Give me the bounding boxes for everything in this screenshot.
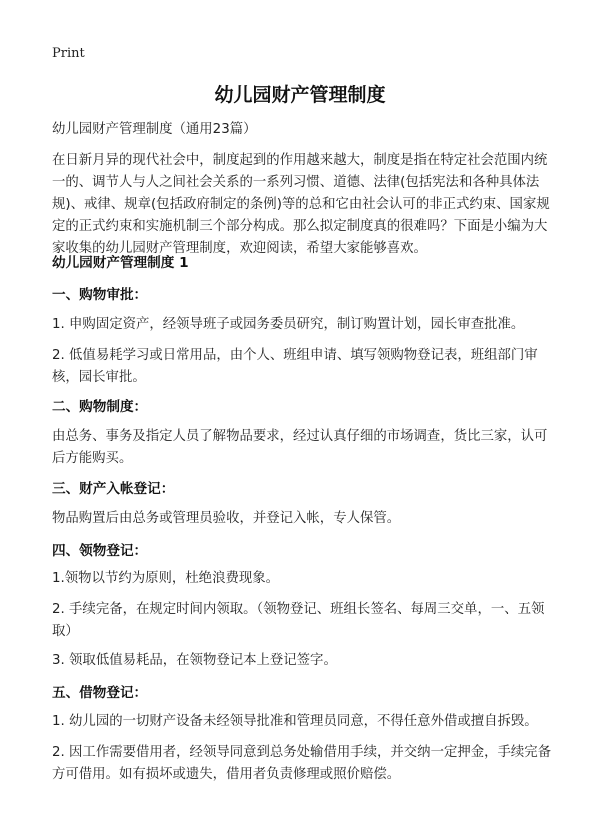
paragraph-item-collection-2: 2. 手续完备，在规定时间内领取。（领物登记、班组长签名、每周三交单，一、五领取） <box>52 602 545 639</box>
paragraph-purchase-approval-2: 2. 低值易耗学习或日常用品，由个人、班组申请、填写领购物登记表，班组部门审核，园长审批。 <box>52 348 538 385</box>
paragraph-item-collection-3: 3. 领取低值易耗品，在领物登记本上登记签字。 <box>52 653 337 668</box>
paragraph-purchase-approval-1: 1. 申购固定资产，经领导班子或园务委员研究，制订购置计划，园长审查批准。 <box>52 317 525 332</box>
heading-purchase-approval: 一、购物审批： <box>52 287 148 303</box>
paragraph-borrowing-1: 1. 幼儿园的一切财产设备未经领导批准和管理员同意，不得任意外借或擅自拆毁。 <box>52 714 538 729</box>
article-subtitle: 幼儿园财产管理制度（通用23篇） <box>52 122 257 137</box>
page-title: 幼儿园财产管理制度 <box>214 84 386 106</box>
heading-borrowing: 五、借物登记： <box>52 685 148 701</box>
heading-item-collection: 四、领物登记： <box>52 543 148 559</box>
heading-asset-registration: 三、财产入帐登记： <box>52 481 175 497</box>
paragraph-borrowing-2: 2. 因工作需要借用者，经领导同意到总务处输借用手续，并交纳一定押金，手续完备方可借用。如有损坏或遗失，借用者负责修理或照价赔偿。 <box>52 745 552 782</box>
print-link[interactable]: Print <box>52 46 85 61</box>
paragraph-item-collection-1: 1.领物以节约为原则，杜绝浪费现象。 <box>52 571 280 586</box>
paragraph-asset-registration: 物品购置后由总务或管理员验收，并登记入帐，专人保管。 <box>52 511 401 526</box>
heading-purchase-policy: 二、购物制度： <box>52 399 148 415</box>
section-title: 幼儿园财产管理制度 1 <box>52 255 189 271</box>
paragraph-purchase-policy: 由总务、事务及指定人员了解物品要求，经过认真仔细的市场调查，货比三家，认可后方能购买。 <box>52 429 548 466</box>
intro-paragraph: 在日新月异的现代社会中，制度起到的作用越来越大，制度是指在特定社会范围内统一的、调节人与人之间社会关系的一系列习惯、道德、法律(包括宪法和各种具体法规)、戒律、规章(包括政府制定的条例)等的总和它由社会认可的非正式约束、国家规定的正式约束和实施机制三个部分构成。那么拟定制度真的很难吗？下面是小编为大家收集的幼儿园财产管理制度，欢迎阅读，希望大家能够喜欢。 <box>52 153 550 256</box>
